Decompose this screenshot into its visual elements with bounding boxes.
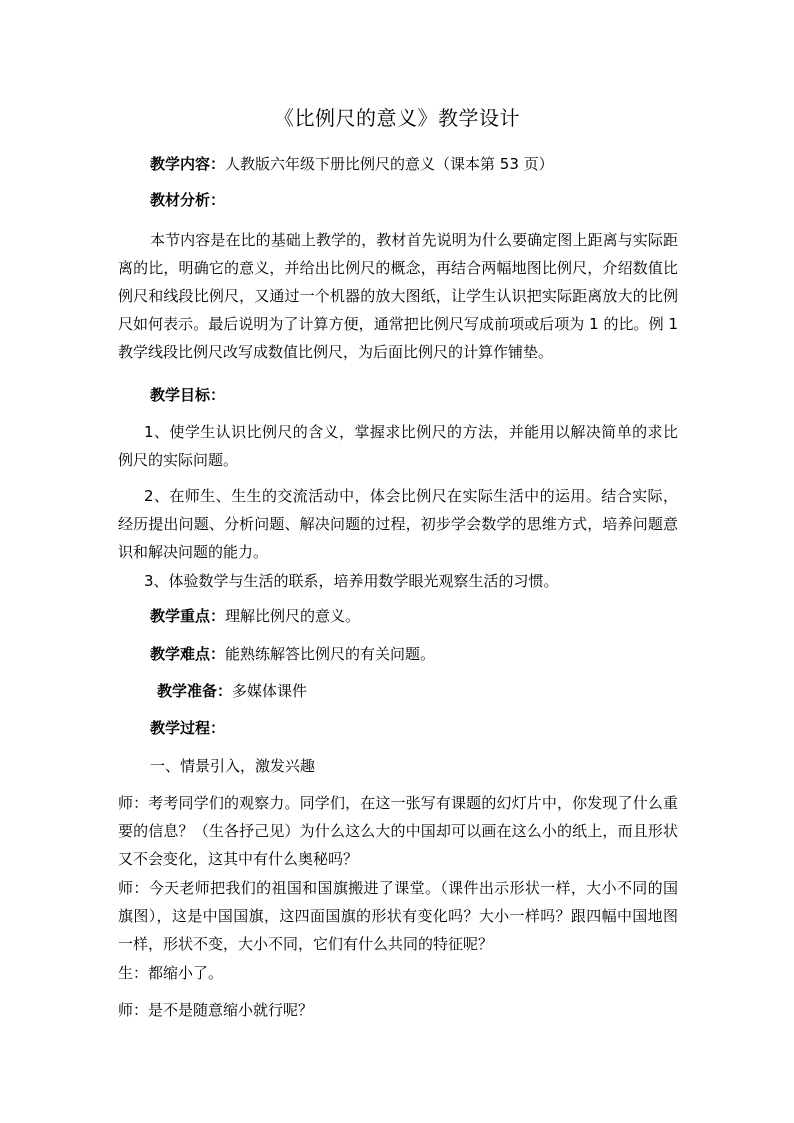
preparation-text: 多媒体课件 <box>232 682 308 700</box>
dialogue-line-2: 师：今天老师把我们的祖国和国旗搬进了课堂。（课件出示形状一样，大小不同的国旗图），这是中国国旗，这四面国旗的形状有变化吗？大小一样吗？跟四幅中国地图一样，形状不变，大小不同，它们有什么共同的特征呢？ <box>118 879 678 953</box>
section-heading-1: 一、情景引入，激发兴趣 <box>150 757 316 775</box>
teaching-difficulty <box>150 642 710 666</box>
teaching-content-text: 人教版六年级下册比例尺的意义（课本第 53 页） <box>225 155 554 173</box>
teaching-process-heading: 教学过程： <box>150 719 226 737</box>
teaching-content-label: 教学内容： <box>150 155 226 173</box>
difficulty-label: 教学难点： <box>150 645 226 663</box>
key-point-label: 教学重点： <box>150 607 226 625</box>
dialogue-line-3: 生：都缩小了。 <box>118 964 224 982</box>
goal-item-3: 3、体验数学与生活的联系，培养用数学眼光观察生活的习惯。 <box>144 572 559 590</box>
key-point-text: 理解比例尺的意义。 <box>225 607 361 625</box>
goal-item-1: 1、使学生认识比例尺的含义，掌握求比例尺的方法，并能用以解决简单的求比例尺的实际问题。 <box>118 423 678 469</box>
dialogue-line-1: 师：考考同学们的观察力。同学们，在这一张写有课题的幻灯片中，你发现了什么重要的信息？（生各抒己见）为什么这么大的中国却可以画在这么小的纸上，而且形状又不会变化，这其中有什么奥秘吗？ <box>118 794 678 868</box>
dialogue-line-4: 师：是不是随意缩小就行呢？ <box>118 1001 314 1019</box>
teaching-content <box>150 152 710 176</box>
preparation-label: 教学准备： <box>157 682 233 700</box>
teaching-goals-heading: 教学目标： <box>150 386 226 404</box>
material-analysis-text: 本节内容是在比的基础上教学的，教材首先说明为什么要确定图上距离与实际距离的比，明确它的意义，并给出比例尺的概念，再结合两幅地图比例尺，介绍数值比例尺和线段比例尺，又通过一个机器的放大图纸，让学生认识把实际距离放大的比例尺如何表示。最后说明为了计算方便，通常把比例尺写成前项或后项为 1 的比。例 1 教学线段比例尺改写成数值比例尺，为后面比例尺的计算作铺垫。 <box>118 231 678 361</box>
goal-item-2: 2、在师生、生生的交流活动中，体会比例尺在实际生活中的运用。结合实际，经历提出问题、分析问题、解决问题的过程，初步学会数学的思维方式，培养问题意识和解决问题的能力。 <box>118 487 678 561</box>
teaching-key-point <box>150 604 710 628</box>
material-analysis-heading: 教材分析： <box>150 191 226 209</box>
document-title: 《比例尺的意义》教学设计 <box>274 106 520 130</box>
teaching-preparation <box>157 679 717 703</box>
difficulty-text: 能熟练解答比例尺的有关问题。 <box>225 645 436 663</box>
